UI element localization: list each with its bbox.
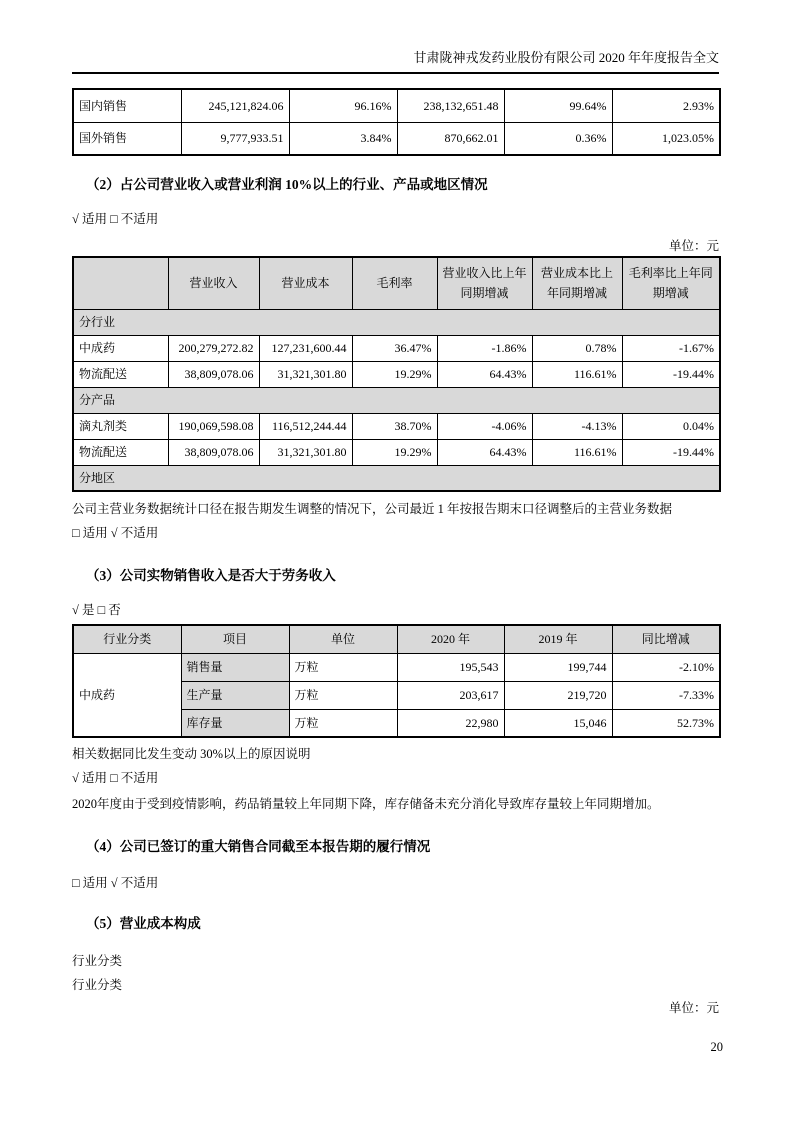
header-cell: 同比增减 [612,625,720,653]
change-reason-text: 2020年度由于受到疫情影响，药品销量较上年同期下降，库存储备未充分消化导致库存量较上年同期增加。 [72,797,660,811]
value-cell: 0.04% [622,413,720,439]
value-cell: 200,279,272.82 [168,335,259,361]
industry-classification-line-2: 行业分类 [72,978,123,992]
section-3-yes-no-line: √ 是 □ 否 [72,603,121,617]
table-row [73,361,720,387]
value-cell: -1.67% [622,335,720,361]
value-cell: 99.64% [504,89,612,122]
industry-product-region-table [72,256,721,492]
domestic-overseas-sales-table [72,88,721,156]
value-cell: 238,132,651.48 [397,89,504,122]
value-cell: 19.29% [352,361,437,387]
row-label: 滴丸剂类 [73,413,168,439]
section-2-title: （2）占公司营业收入或营业利润 10%以上的行业、产品或地区情况 [86,177,488,192]
value-cell: 199,744 [504,653,612,681]
table-row [73,439,720,465]
value-cell: 219,720 [504,681,612,709]
value-cell: 0.78% [532,335,622,361]
header-cell: 营业收入比上年同期增减 [437,257,532,309]
value-cell: 15,046 [504,709,612,737]
row-label: 物流配送 [73,361,168,387]
change-reason-title: 相关数据同比发生变动 30%以上的原因说明 [72,747,311,761]
header-cell: 单位 [289,625,397,653]
header-cell: 毛利率 [352,257,437,309]
value-cell: 22,980 [397,709,504,737]
value-cell: 116,512,244.44 [259,413,352,439]
value-cell: -19.44% [622,361,720,387]
unit-label: 单位：元 [668,1001,719,1015]
value-cell: -1.86% [437,335,532,361]
value-cell: -19.44% [622,439,720,465]
section-4-not-applicable-line: □ 适用 √ 不适用 [72,876,159,890]
group-row [73,387,720,413]
value-cell: 38,809,078.06 [168,361,259,387]
section-2-applicable-line: √ 适用 □ 不适用 [72,212,159,226]
value-cell: 245,121,824.06 [181,89,289,122]
row-label: 国外销售 [73,122,181,155]
value-cell: 127,231,600.44 [259,335,352,361]
value-cell: 31,321,301.80 [259,439,352,465]
page-header-title: 甘肃陇神戎发药业股份有限公司 2020 年年度报告全文 [72,50,719,74]
header-cell: 2020 年 [397,625,504,653]
value-cell: 64.43% [437,439,532,465]
value-cell: 19.29% [352,439,437,465]
group-label: 分行业 [73,309,720,335]
unit-cell: 万粒 [289,709,397,737]
header-cell: 2019 年 [504,625,612,653]
value-cell: 116.61% [532,439,622,465]
section-4-title: （4）公司已签订的重大销售合同截至本报告期的履行情况 [86,839,431,854]
group-row [73,465,720,491]
value-cell: -7.33% [612,681,720,709]
page-number: 20 [710,1040,723,1054]
value-cell: 2.93% [612,89,720,122]
value-cell: 64.43% [437,361,532,387]
group-label: 分产品 [73,387,720,413]
industry-cell: 中成药 [73,653,181,737]
header-cell: 营业收入 [168,257,259,309]
section-3-title: （3）公司实物销售收入是否大于劳务收入 [86,568,336,583]
header-cell: 行业分类 [73,625,181,653]
value-cell: 9,777,933.51 [181,122,289,155]
header-cell: 毛利率比上年同期增减 [622,257,720,309]
table-row [73,122,720,155]
value-cell: 116.61% [532,361,622,387]
table-row [73,335,720,361]
value-cell: -2.10% [612,653,720,681]
value-cell: -4.06% [437,413,532,439]
value-cell: 96.16% [289,89,397,122]
table-row [73,89,720,122]
header-cell-empty [73,257,168,309]
row-label: 国内销售 [73,89,181,122]
value-cell: 190,069,598.08 [168,413,259,439]
unit-label: 单位：元 [668,239,719,253]
value-cell: 0.36% [504,122,612,155]
value-cell: 31,321,301.80 [259,361,352,387]
row-label: 中成药 [73,335,168,361]
unit-cell: 万粒 [289,653,397,681]
row-label: 物流配送 [73,439,168,465]
physical-sales-table [72,624,721,738]
unit-cell: 万粒 [289,681,397,709]
industry-classification-line-1: 行业分类 [72,954,123,968]
caliber-not-applicable-line: □ 适用 √ 不适用 [72,526,159,540]
reason-applicable-line: √ 适用 □ 不适用 [72,771,159,785]
value-cell: 3.84% [289,122,397,155]
value-cell: 52.73% [612,709,720,737]
group-label: 分地区 [73,465,720,491]
table-row [73,413,720,439]
value-cell: 38.70% [352,413,437,439]
statistics-caliber-note: 公司主营业务数据统计口径在报告期发生调整的情况下，公司最近 1 年按报告期末口径调整后的主营业务数据 [72,502,673,516]
table-row [73,653,720,681]
item-cell: 库存量 [181,709,289,737]
header-cell: 项目 [181,625,289,653]
item-cell: 生产量 [181,681,289,709]
header-row [73,257,720,309]
group-row [73,309,720,335]
header-cell: 营业成本 [259,257,352,309]
value-cell: -4.13% [532,413,622,439]
value-cell: 195,543 [397,653,504,681]
section-5-title: （5）营业成本构成 [86,916,201,931]
value-cell: 1,023.05% [612,122,720,155]
header-row [73,625,720,653]
value-cell: 38,809,078.06 [168,439,259,465]
value-cell: 203,617 [397,681,504,709]
item-cell: 销售量 [181,653,289,681]
value-cell: 36.47% [352,335,437,361]
value-cell: 870,662.01 [397,122,504,155]
header-cell: 营业成本比上年同期增减 [532,257,622,309]
